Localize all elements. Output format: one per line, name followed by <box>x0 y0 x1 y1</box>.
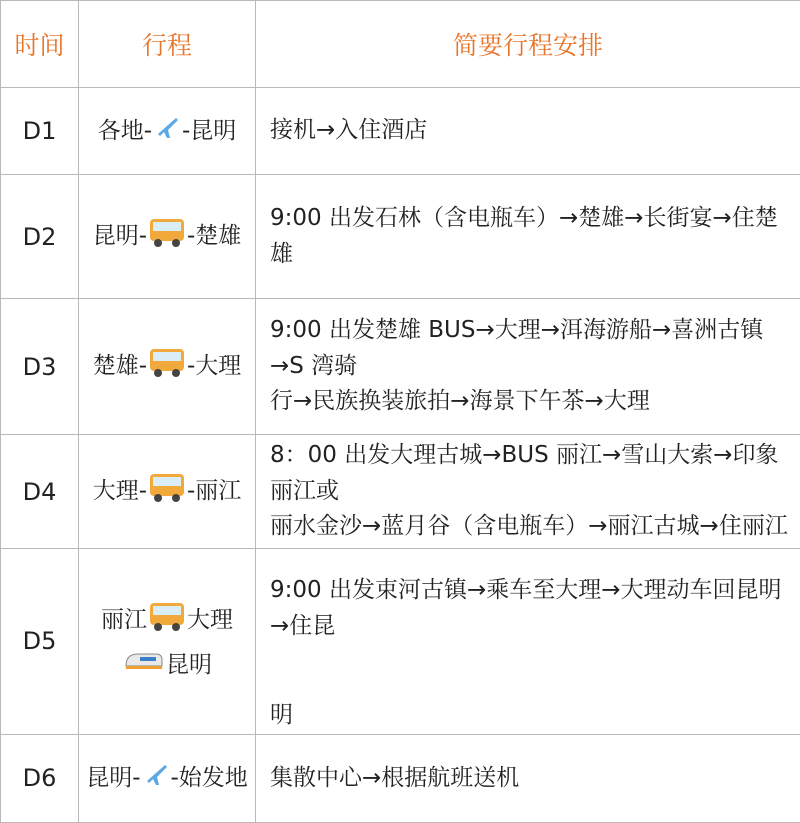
route-cell <box>79 299 256 435</box>
route-line <box>79 600 255 641</box>
route-to: -丽江 <box>187 478 241 504</box>
route-to: 昆明 <box>166 652 212 678</box>
plan-line: 集散中心→根据航班送机 <box>270 765 519 791</box>
plan-cell <box>256 734 800 822</box>
table-row <box>1 88 800 175</box>
day-label: D3 <box>1 299 79 435</box>
plan-cell <box>256 175 800 299</box>
plan-line: 9:00 出发楚雄 BUS→大理→洱海游船→喜洲古镇→S 湾骑 <box>270 313 794 384</box>
day-label: D1 <box>1 88 79 175</box>
plan-line: 行→民族换装旅拍→海景下午茶→大理 <box>270 384 794 420</box>
route-cell <box>79 175 256 299</box>
header-plan: 简要行程安排 <box>256 1 800 88</box>
table-row <box>1 549 800 735</box>
plan-cell <box>256 299 800 435</box>
table-row <box>1 175 800 299</box>
table-row <box>1 435 800 549</box>
header-row <box>1 1 800 88</box>
bus-icon <box>149 346 185 387</box>
route-from: 楚雄- <box>93 353 147 379</box>
route-to: -楚雄 <box>187 223 241 249</box>
airplane-icon <box>154 114 180 149</box>
plan-line: 接机→入住酒店 <box>270 117 427 143</box>
route-to: 大理 <box>187 607 233 633</box>
bus-icon <box>149 600 185 641</box>
table-row <box>1 734 800 822</box>
route-cell <box>79 88 256 175</box>
bus-icon <box>149 471 185 512</box>
plan-cell <box>256 88 800 175</box>
route-from: 昆明- <box>93 223 147 249</box>
header-time: 时间 <box>1 1 79 88</box>
route-from: 大理- <box>93 478 147 504</box>
route-line <box>79 648 255 683</box>
route-from: 各地- <box>98 118 152 144</box>
route-from: 丽江 <box>101 607 147 633</box>
plan-line: 9:00 出发束河古镇→乘车至大理→大理动车回昆明→住昆 <box>270 573 794 644</box>
table-row <box>1 299 800 435</box>
route-to: -始发地 <box>171 765 248 791</box>
plan-cell <box>256 549 800 735</box>
bus-icon <box>149 216 185 257</box>
plan-cell <box>256 435 800 549</box>
route-cell <box>79 549 256 735</box>
route-to: -昆明 <box>182 118 236 144</box>
route-cell <box>79 435 256 549</box>
airplane-icon <box>143 761 169 796</box>
train-icon <box>124 648 164 683</box>
route-from: 昆明- <box>86 765 140 791</box>
day-label: D4 <box>1 435 79 549</box>
plan-line: 明 <box>270 698 794 734</box>
day-label: D5 <box>1 549 79 735</box>
day-label: D2 <box>1 175 79 299</box>
route-to: -大理 <box>187 353 241 379</box>
route-cell <box>79 734 256 822</box>
plan-line: 8：00 出发大理古城→BUS 丽江→雪山大索→印象丽江或 <box>270 438 794 509</box>
plan-line: 丽水金沙→蓝月谷（含电瓶车）→丽江古城→住丽江 <box>270 509 794 545</box>
header-route: 行程 <box>79 1 256 88</box>
day-label: D6 <box>1 734 79 822</box>
plan-line: 9:00 出发石林（含电瓶车）→楚雄→长街宴→住楚雄 <box>270 205 778 267</box>
